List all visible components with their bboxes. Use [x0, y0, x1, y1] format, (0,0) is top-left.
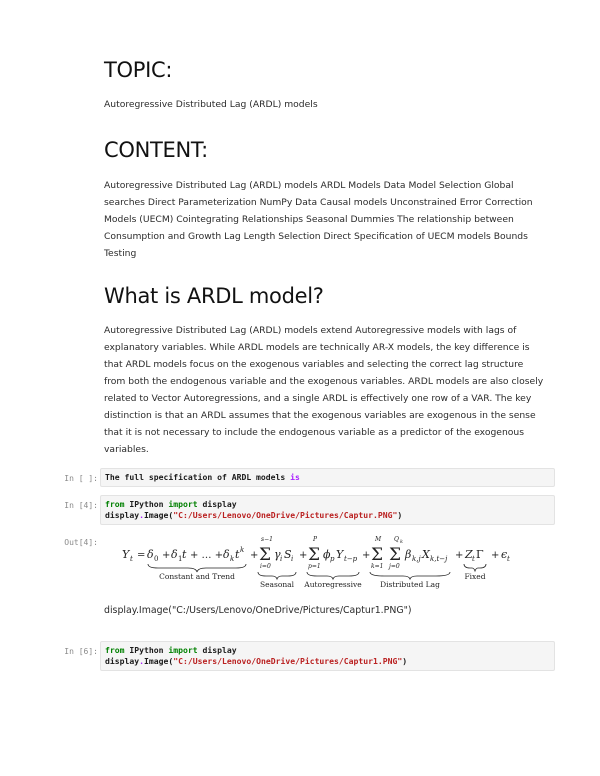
- code-text: Image(: [144, 656, 174, 666]
- svg-text:S: S: [284, 548, 292, 561]
- content-heading: CONTENT:: [104, 138, 208, 162]
- code-keyword: from: [105, 645, 125, 655]
- code-text: display: [105, 656, 140, 666]
- svg-text:+: +: [455, 550, 464, 561]
- svg-text:ϕ: ϕ: [323, 548, 331, 561]
- code-string: "C:/Users/Lenovo/OneDrive/Pictures/Captur.PNG": [173, 510, 398, 520]
- svg-text:+: +: [299, 550, 308, 561]
- svg-text:t: t: [472, 555, 475, 563]
- code-text: display: [197, 499, 237, 509]
- svg-text:t: t: [182, 548, 187, 561]
- svg-text:+ … +: + … +: [190, 550, 224, 561]
- svg-text:M: M: [375, 536, 382, 543]
- svg-text:p: p: [330, 555, 335, 563]
- svg-text:t: t: [130, 555, 133, 563]
- svg-text:Constant and Trend: Constant and Trend: [159, 572, 235, 581]
- code-operator: .: [139, 510, 144, 520]
- cell-prompt: In [4]:: [64, 501, 98, 510]
- code-text: display: [197, 645, 237, 655]
- svg-text:k=1: k=1: [371, 563, 384, 570]
- svg-text:j=0: j=0: [389, 563, 400, 570]
- svg-text:Σ: Σ: [308, 545, 321, 565]
- code-keyword: import: [168, 645, 198, 655]
- formula-image: [118, 534, 556, 594]
- svg-text:i=0: i=0: [260, 563, 271, 570]
- svg-text:Z: Z: [465, 548, 473, 561]
- svg-text:k,j: k,j: [412, 555, 421, 563]
- code-keyword: import: [168, 499, 198, 509]
- svg-text:t−p: t−p: [344, 555, 358, 563]
- code-text: display: [105, 510, 140, 520]
- svg-text:γ: γ: [274, 548, 281, 561]
- svg-text:k,t−j: k,t−j: [430, 555, 448, 563]
- svg-text:s−1: s−1: [261, 536, 273, 543]
- svg-text:Y: Y: [122, 548, 130, 561]
- section-heading: What is ARDL model?: [104, 284, 324, 308]
- svg-text:+: +: [250, 550, 259, 561]
- code-operator: .: [139, 656, 144, 666]
- svg-text:Q: Q: [394, 536, 399, 543]
- output-prompt: Out[4]:: [64, 538, 98, 547]
- code-operator: is: [290, 472, 300, 482]
- topic-text: Autoregressive Distributed Lag (ARDL) models: [104, 99, 318, 110]
- code-text: ): [397, 510, 403, 520]
- svg-text:+: +: [162, 550, 171, 561]
- svg-text:=: =: [137, 550, 146, 561]
- svg-text:Σ: Σ: [259, 545, 272, 565]
- svg-text:t: t: [235, 548, 240, 561]
- svg-text:Σ: Σ: [389, 545, 402, 565]
- svg-text:+: +: [491, 550, 500, 561]
- code-text: ): [402, 656, 408, 666]
- svg-text:δ: δ: [223, 548, 230, 561]
- svg-text:β: β: [405, 548, 412, 561]
- svg-text:Σ: Σ: [371, 545, 384, 565]
- code-text: IPython: [124, 645, 169, 655]
- svg-text:i: i: [280, 555, 283, 563]
- svg-text:Γ: Γ: [476, 548, 484, 561]
- svg-text:Fixed: Fixed: [464, 572, 486, 581]
- cell-prompt: In [ ]:: [64, 474, 98, 483]
- svg-text:i: i: [291, 555, 294, 563]
- svg-text:Seasonal: Seasonal: [259, 580, 295, 589]
- svg-text:X: X: [422, 548, 430, 561]
- code-text: Image(: [144, 510, 174, 520]
- code-cell[interactable]: [100, 641, 555, 671]
- code-cell[interactable]: [100, 495, 555, 525]
- plain-text-line: display.Image("C:/Users/Lenovo/OneDrive/Pictures/Captur1.PNG"): [104, 605, 412, 616]
- svg-text:p=1: p=1: [308, 563, 321, 570]
- cell-prompt: In [6]:: [64, 647, 98, 656]
- svg-text:k: k: [230, 555, 235, 563]
- svg-text:δ: δ: [171, 548, 178, 561]
- content-text: Autoregressive Distributed Lag (ARDL) models ARDL Models Data Model Selection Global searches Direct Parameterization NumPy Data Causal models Unconstrained Error Correction Models (UECM) Cointegrating Relationships Seasonal Dummies The relationship between Consumption and Growth Lag Length Selection Direct Specification of UECM models Bounds Testing: [104, 180, 533, 259]
- svg-text:Y: Y: [336, 548, 344, 561]
- code-string: "C:/Users/Lenovo/OneDrive/Pictures/Captur1.PNG": [173, 656, 403, 666]
- svg-text:k: k: [240, 546, 245, 554]
- svg-text:Autoregressive: Autoregressive: [304, 580, 362, 589]
- code-text: The full specification of ARDL models: [105, 472, 291, 482]
- svg-text:k: k: [400, 539, 404, 545]
- code-cell[interactable]: [100, 468, 555, 487]
- svg-text:1: 1: [178, 555, 183, 563]
- svg-text:Distributed Lag: Distributed Lag: [380, 580, 440, 589]
- topic-heading: TOPIC:: [104, 58, 173, 82]
- svg-text:0: 0: [154, 555, 159, 563]
- svg-text:ϵ: ϵ: [501, 548, 508, 561]
- section-text: Autoregressive Distributed Lag (ARDL) models extend Autoregressive models with lags of explanatory variables. While ARDL models are technically AR-X models, the key difference is that ARDL models focus on the exogenous variables and selecting the correct lag structure from both the endogenous variable and the exogenous variables. ARDL models are also closely related to Vector Autoregressions, and a single ARDL is effectively one row of a VAR. The key distinction is that an ARDL assumes that the exogenous variables are exogenous in the sense that it is not necessary to include the endogenous variable as a predictor of the exogenous variables.: [104, 325, 544, 455]
- code-keyword: from: [105, 499, 125, 509]
- svg-text:δ: δ: [147, 548, 154, 561]
- svg-text:t: t: [507, 555, 510, 563]
- svg-text:P: P: [313, 536, 318, 543]
- code-text: IPython: [124, 499, 169, 509]
- svg-text:+: +: [362, 550, 371, 561]
